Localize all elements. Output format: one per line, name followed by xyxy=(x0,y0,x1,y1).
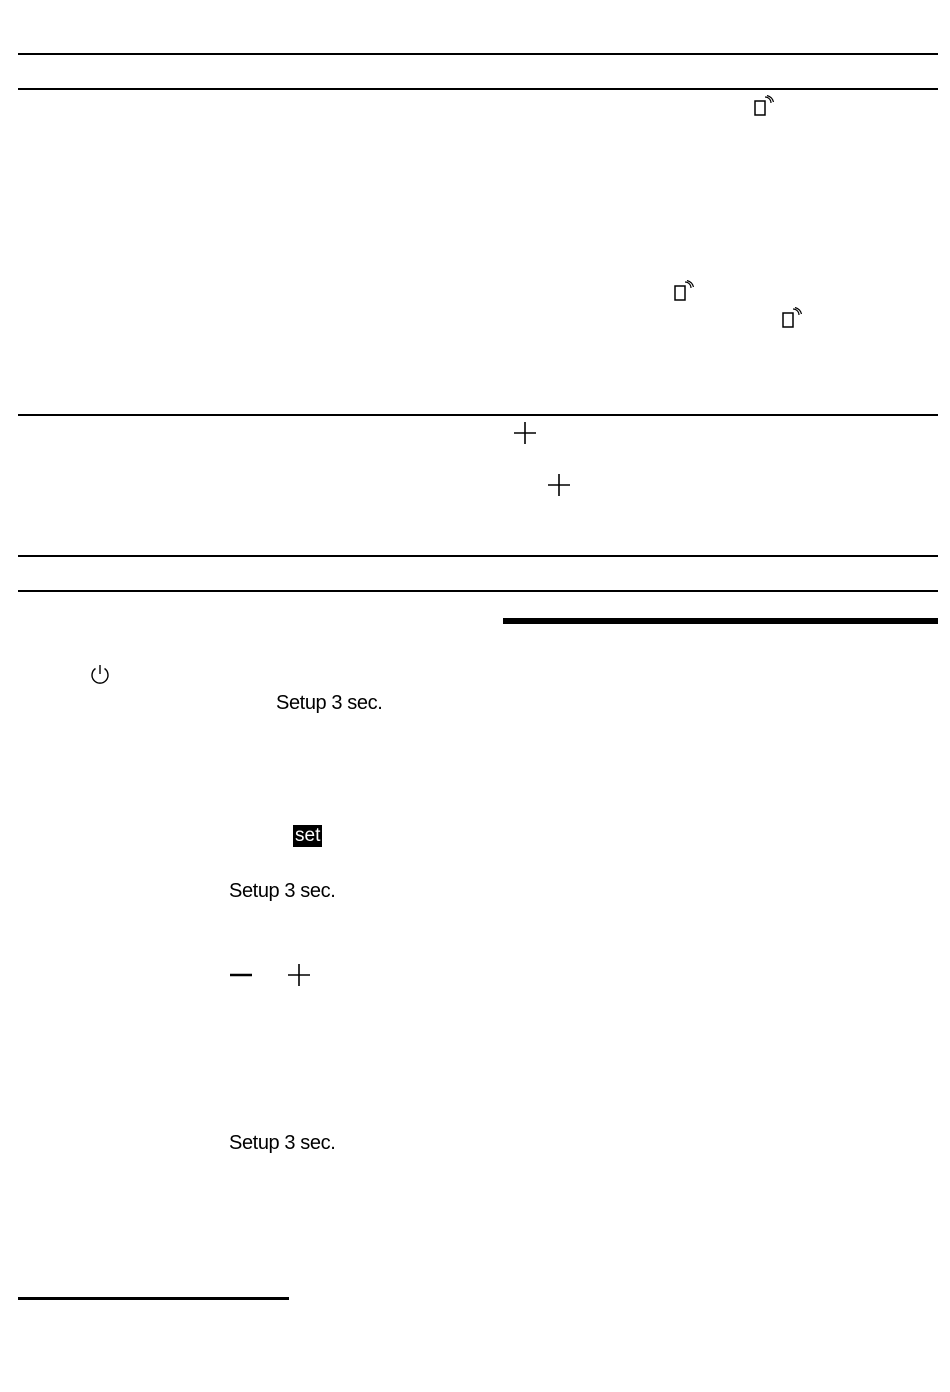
section-heading-rule xyxy=(503,618,938,624)
table-row-rule xyxy=(18,414,938,416)
setup-display-text: Setup 3 sec. xyxy=(229,880,336,902)
table-rule-top xyxy=(18,53,938,55)
table-row-rule xyxy=(18,555,938,557)
plus-icon xyxy=(287,963,311,987)
footnote-rule xyxy=(18,1297,289,1300)
minus-icon xyxy=(229,963,253,987)
setup-display-text: Setup 3 sec. xyxy=(276,692,383,714)
plus-icon xyxy=(547,473,571,497)
table-bottom-rule xyxy=(18,590,938,592)
setup-display-text: Setup 3 sec. xyxy=(229,1132,336,1154)
set-display-badge: set xyxy=(295,825,321,846)
remote-start-icon xyxy=(673,280,695,304)
table-header-rule xyxy=(18,88,938,90)
remote-start-icon xyxy=(781,307,803,331)
remote-start-icon xyxy=(753,95,775,119)
power-icon xyxy=(89,664,111,686)
plus-icon xyxy=(513,421,537,445)
